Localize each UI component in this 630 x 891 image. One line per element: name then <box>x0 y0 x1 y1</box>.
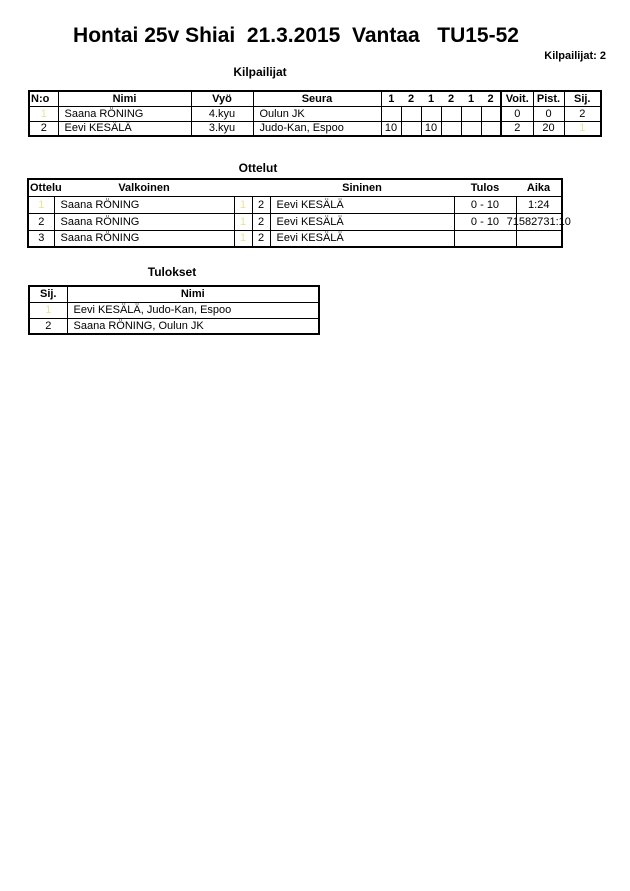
cell-white-player: Saana RÖNING <box>54 230 234 247</box>
cell-score-3: 10 <box>421 121 441 136</box>
cell-seura: Judo-Kan, Espoo <box>253 121 381 136</box>
col-header-score-5: 1 <box>461 91 481 106</box>
cell-time: 1:24 <box>516 196 562 213</box>
cell-score-1 <box>381 106 401 121</box>
table-row <box>29 318 319 334</box>
results-table <box>28 285 320 335</box>
cell-sij: 2 <box>564 106 601 121</box>
cell-score-2 <box>401 121 421 136</box>
cell-blue-number: 2 <box>252 213 270 230</box>
competitors-count: Kilpailijat: 2 <box>544 50 606 62</box>
overflowing-time-value: 71582731:10 <box>506 215 571 228</box>
col-header-score-1: 1 <box>381 91 401 106</box>
col-header-vyo: Vyö <box>191 91 253 106</box>
cell-sij: 1 <box>564 121 601 136</box>
matches-header-row <box>28 179 562 196</box>
col-header-sininen: Sininen <box>270 179 454 196</box>
cell-nimi: Saana RÖNING <box>58 106 191 121</box>
col-header-sij: Sij. <box>564 91 601 106</box>
cell-blue-player: Eevi KESÄLÄ <box>270 230 454 247</box>
col-header-valkoinen: Valkoinen <box>54 179 234 196</box>
cell-place: 2 <box>29 318 67 334</box>
section-heading-kilpailijat: Kilpailijat <box>233 65 287 79</box>
cell-time <box>516 230 562 247</box>
cell-white-number: 1 <box>234 230 252 247</box>
col-header-score-2: 2 <box>401 91 421 106</box>
col-header-sij: Sij. <box>29 286 67 302</box>
cell-result <box>454 230 516 247</box>
cell-score-6 <box>481 121 501 136</box>
cell-blue-number: 2 <box>252 230 270 247</box>
cell-vyo: 4.kyu <box>191 106 253 121</box>
cell-white-number: 1 <box>234 196 252 213</box>
cell-pist: 0 <box>533 106 564 121</box>
col-header-spacer-2 <box>252 179 270 196</box>
cell-no: 2 <box>29 121 58 136</box>
page-title: Hontai 25v Shiai 21.3.2015 Vantaa TU15-52 <box>73 24 519 47</box>
cell-time <box>506 213 571 230</box>
cell-voit: 2 <box>501 121 533 136</box>
col-header-nimi: Nimi <box>58 91 191 106</box>
competitors-table <box>28 90 602 137</box>
competitors-header-row <box>29 91 601 106</box>
col-header-seura: Seura <box>253 91 381 106</box>
table-row <box>29 121 601 136</box>
section-heading-tulokset: Tulokset <box>147 265 197 279</box>
cell-match-number: 2 <box>28 213 54 230</box>
col-header-no: N:o <box>29 91 58 106</box>
matches-table <box>27 178 571 248</box>
cell-score-4 <box>441 106 461 121</box>
cell-blue-player: Eevi KESÄLÄ <box>270 213 454 230</box>
cell-white-player: Saana RÖNING <box>54 213 234 230</box>
col-header-aika: Aika <box>516 179 562 196</box>
cell-seura: Oulun JK <box>253 106 381 121</box>
cell-score-5 <box>461 106 481 121</box>
cell-score-6 <box>481 106 501 121</box>
cell-name-club: Eevi KESÄLÄ, Judo-Kan, Espoo <box>67 302 319 318</box>
cell-result: 0 - 10 <box>454 196 516 213</box>
cell-match-number: 3 <box>28 230 54 247</box>
cell-pist: 20 <box>533 121 564 136</box>
cell-vyo: 3.kyu <box>191 121 253 136</box>
col-header-spacer-1 <box>234 179 252 196</box>
cell-score-2 <box>401 106 421 121</box>
col-header-tulos: Tulos <box>454 179 516 196</box>
cell-result: 0 - 10 <box>454 213 516 230</box>
cell-white-number: 1 <box>234 213 252 230</box>
col-header-ottelu: Ottelu <box>28 179 54 196</box>
col-header-score-6: 2 <box>481 91 501 106</box>
cell-nimi: Eevi KESÄLÄ <box>58 121 191 136</box>
cell-white-player: Saana RÖNING <box>54 196 234 213</box>
cell-blue-player: Eevi KESÄLÄ <box>270 196 454 213</box>
section-heading-ottelut: Ottelut <box>238 161 278 175</box>
col-header-pist: Pist. <box>533 91 564 106</box>
cell-blue-number: 2 <box>252 196 270 213</box>
col-header-score-3: 1 <box>421 91 441 106</box>
cell-no: 1 <box>29 106 58 121</box>
table-row <box>28 213 562 230</box>
cell-score-1: 10 <box>381 121 401 136</box>
table-row <box>28 196 562 213</box>
table-row <box>29 302 319 318</box>
col-header-nimi: Nimi <box>67 286 319 302</box>
cell-place: 1 <box>29 302 67 318</box>
cell-score-3 <box>421 106 441 121</box>
cell-score-5 <box>461 121 481 136</box>
table-row <box>29 106 601 121</box>
cell-voit: 0 <box>501 106 533 121</box>
results-header-row <box>29 286 319 302</box>
col-header-voit: Voit. <box>501 91 533 106</box>
table-row <box>28 230 562 247</box>
col-header-score-4: 2 <box>441 91 461 106</box>
cell-name-club: Saana RÖNING, Oulun JK <box>67 318 319 334</box>
cell-match-number: 1 <box>28 196 54 213</box>
cell-score-4 <box>441 121 461 136</box>
